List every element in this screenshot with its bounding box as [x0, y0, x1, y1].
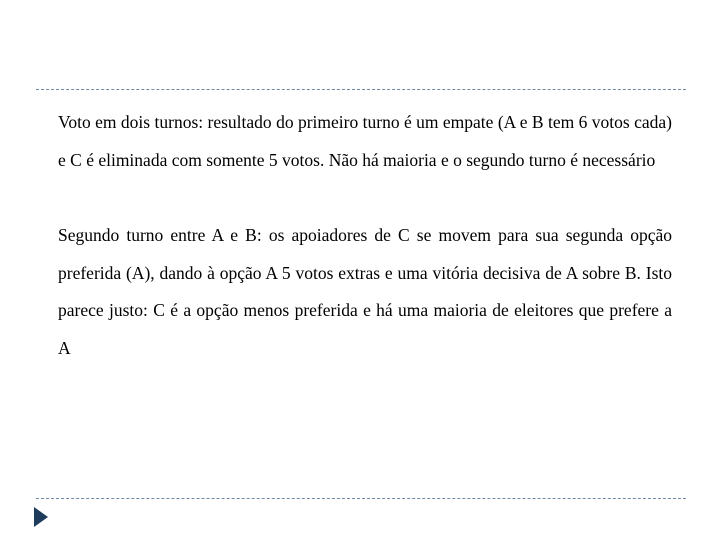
top-divider — [36, 89, 686, 90]
play-triangle-icon — [34, 507, 48, 527]
slide-body — [58, 104, 672, 367]
bottom-divider — [36, 498, 686, 499]
paragraph-first-round: Voto em dois turnos: resultado do primeiro turno é um empate (A e B tem 6 votos cada) e C é eliminada com somente 5 votos. Não há maioria e o segundo turno é necessário — [58, 112, 672, 170]
paragraph-second-round: Segundo turno entre A e B: os apoiadores de C se movem para sua segunda opção preferida (A), dando à opção A 5 votos extras e uma vitória decisiva de A sobre B. Isto parece justo: C é a opção menos preferida e há uma maioria de eleitores que prefere a A — [58, 225, 672, 358]
next-slide-button[interactable] — [34, 507, 48, 527]
